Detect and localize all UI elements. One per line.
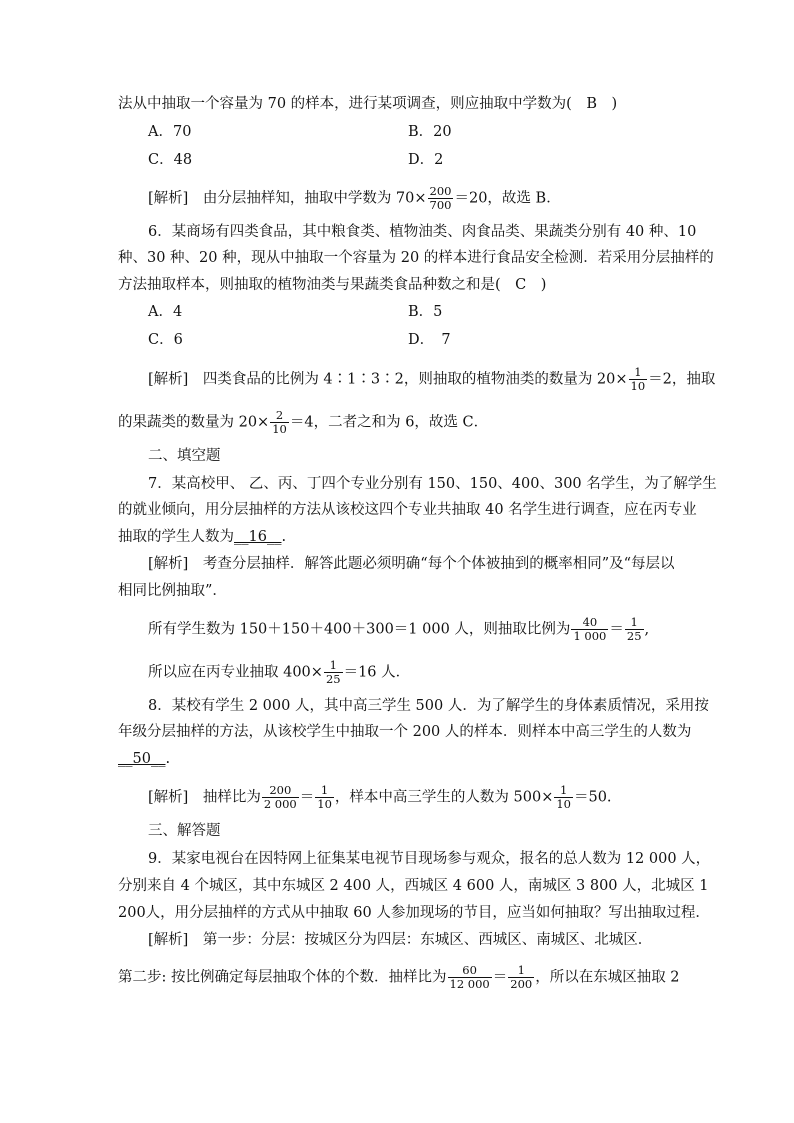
- text: 二、填空题: [148, 448, 221, 464]
- q9-stem-line-1: [148, 849, 710, 869]
- text: 抽取的学生人数为: [118, 529, 234, 545]
- q6-option-a: [148, 302, 182, 322]
- q7-stem-line-2: [118, 500, 697, 520]
- text: 6．某商场有四类食品，其中粮食类、植物油类、肉食品类、果蔬类分别有 40 种、10: [148, 224, 697, 240]
- fraction: [448, 964, 492, 991]
- text: C．6: [148, 332, 183, 348]
- text: ,: [644, 621, 650, 638]
- text: 三、解答题: [148, 823, 221, 839]
- numerator: 1: [315, 784, 334, 798]
- q6-option-b: [408, 302, 442, 322]
- q6-option-c: [148, 330, 183, 350]
- denominator: 25: [626, 629, 642, 643]
- q8-solution: [148, 784, 612, 811]
- text: 的果蔬类的数量为 20×: [118, 414, 270, 431]
- fraction: [324, 659, 343, 686]
- denominator: 1 000: [573, 629, 607, 643]
- answer-blank: __16__: [234, 529, 282, 545]
- q6-stem-line-1: [148, 222, 696, 242]
- numerator: 40: [571, 616, 608, 630]
- q7-stem-line-3: [118, 527, 286, 547]
- numerator: 2: [270, 409, 289, 423]
- text: D．2: [408, 152, 444, 168]
- q5-option-a: [148, 122, 191, 142]
- denominator: 700: [429, 198, 452, 212]
- text: B．5: [408, 304, 443, 320]
- numerator: 1: [508, 964, 534, 978]
- fraction: [315, 784, 334, 811]
- text: ＝: [299, 789, 315, 806]
- fraction: [625, 616, 644, 643]
- q5-solution: [148, 185, 561, 212]
- text: D． 7: [408, 332, 451, 348]
- q6-stem-line-3: [118, 275, 546, 295]
- text: 第二步: 按比例确定每层抽取个体的个数．抽样比为: [118, 969, 447, 986]
- text: ＝16 人．: [343, 664, 411, 681]
- text: [解析] 考查分层抽样．解答此题必须明确“每个个体被抽到的概率相同”及“每层以: [148, 556, 675, 572]
- text: ＝: [609, 621, 624, 638]
- denominator: 10: [317, 797, 332, 811]
- q8-stem-line-3: [118, 749, 170, 769]
- denominator: 2 000: [263, 797, 297, 811]
- text: 方法抽取样本，则抽取的植物油类与果蔬类食品种数之和是( C ): [118, 277, 547, 293]
- text: ＝4，二者之和为 6，故选 C．: [289, 414, 489, 431]
- section-heading-fill-in: [148, 446, 221, 466]
- q5-stem-line: [118, 94, 617, 114]
- numerator: 1: [629, 366, 648, 380]
- text: 分别来自 4 个城区，其中东城区 2 400 人，西城区 4 600 人，南城区 3 800 人，北城区 1: [118, 878, 709, 894]
- q5-option-d: [408, 150, 443, 170]
- text: 种、30 种、20 种，现从中抽取一个容量为 20 的样本进行食品安全检测．若采用分层抽样的: [118, 250, 714, 266]
- section-heading-problems: [148, 821, 221, 841]
- text: .: [165, 751, 171, 767]
- text: ＝2，抽取: [648, 371, 716, 388]
- fraction: [554, 784, 573, 811]
- q6-solution-line-1: [148, 366, 715, 393]
- text: 所以应在丙专业抽取 400×: [148, 664, 323, 681]
- text: 的就业倾向，用分层抽样的方法从该校这四个专业共抽取 40 名学生进行调查，应在丙专业: [118, 502, 697, 518]
- q6-stem-line-2: [118, 248, 714, 268]
- numerator: 60: [448, 964, 492, 978]
- numerator: 200: [262, 784, 299, 798]
- answer-blank: __50__: [118, 751, 166, 767]
- fraction: [629, 366, 648, 393]
- q5-option-c: [148, 150, 192, 170]
- numerator: 1: [324, 659, 343, 673]
- q5-option-b: [408, 122, 452, 142]
- q6-solution-line-2: [118, 409, 488, 436]
- denominator: 10: [272, 422, 287, 436]
- text: ＝20，故选 B．: [454, 190, 561, 207]
- denominator: 10: [556, 797, 571, 811]
- denominator: 10: [630, 379, 646, 393]
- text: 年级分层抽样的方法，从该校学生中抽取一个 200 人的样本．则样本中高三学生的人数为: [118, 724, 692, 740]
- text: ＝: [492, 969, 508, 986]
- text: 相同比例抽取”．: [118, 583, 227, 599]
- numerator: 1: [625, 616, 644, 630]
- fraction: [508, 964, 534, 991]
- text: .: [281, 529, 287, 545]
- text: ，样本中高三学生的人数为 500×: [334, 789, 554, 806]
- text: 9．某家电视台在因特网上征集某电视节目现场参与观众，报名的总人数为 12 000 人，: [148, 851, 711, 867]
- text: [解析] 由分层抽样知，抽取中学数为 70×: [148, 190, 427, 207]
- text: [解析] 四类食品的比例为 4∶1∶3∶2，则抽取的植物油类的数量为 20×: [148, 371, 628, 388]
- text: 所有学生数为 150＋150＋400＋300＝1 000 人，则抽取比例为: [148, 621, 571, 638]
- text: 7．某高校甲、 乙、丙、丁四个专业分别有 150、150、400、300 名学生，为了解学生: [148, 476, 717, 492]
- text: C．48: [148, 152, 193, 168]
- q9-stem-line-3: [118, 903, 710, 923]
- text: 200人，用分层抽样的方式从中抽取 60 人参加现场的节目，应当如何抽取？写出抽取过程．: [118, 905, 710, 921]
- fraction: [262, 784, 299, 811]
- denominator: 12 000: [449, 977, 490, 991]
- fraction: [571, 616, 608, 643]
- q9-solution-line-1: [148, 930, 652, 950]
- q8-stem-line-1: [148, 696, 709, 716]
- q7-solution-line-2: [118, 581, 227, 601]
- q7-solution-line-1: [148, 554, 675, 574]
- denominator: 25: [325, 672, 341, 686]
- text: ，所以在东城区抽取 2: [535, 969, 680, 986]
- text: 法从中抽取一个容量为 70 的样本，进行某项调查，则应抽取中学数为( B ): [118, 96, 618, 112]
- q7-solution-line-3: [148, 616, 649, 643]
- numerator: 200: [429, 184, 452, 198]
- denominator: 200: [510, 977, 533, 991]
- fraction: [270, 409, 289, 436]
- q9-solution-line-2: [118, 964, 680, 991]
- q9-stem-line-2: [118, 876, 708, 896]
- numerator: 1: [554, 784, 573, 798]
- q7-solution-line-4: [148, 659, 410, 686]
- text: A．4: [148, 304, 183, 320]
- text: 8．某校有学生 2 000 人，其中高三学生 500 人．为了解学生的身体素质情况，采用按: [148, 698, 709, 714]
- text: ＝50.: [573, 789, 612, 806]
- q7-stem-line-1: [148, 474, 717, 494]
- text: A．70: [148, 124, 192, 140]
- q8-stem-line-2: [118, 722, 691, 742]
- text: B．20: [408, 124, 452, 140]
- text: [解析] 第一步：分层：按城区分为四层：东城区、西城区、南城区、北城区．: [148, 932, 653, 948]
- q6-option-d: [408, 330, 451, 350]
- fraction: [428, 185, 454, 212]
- text: [解析] 抽样比为: [148, 789, 261, 806]
